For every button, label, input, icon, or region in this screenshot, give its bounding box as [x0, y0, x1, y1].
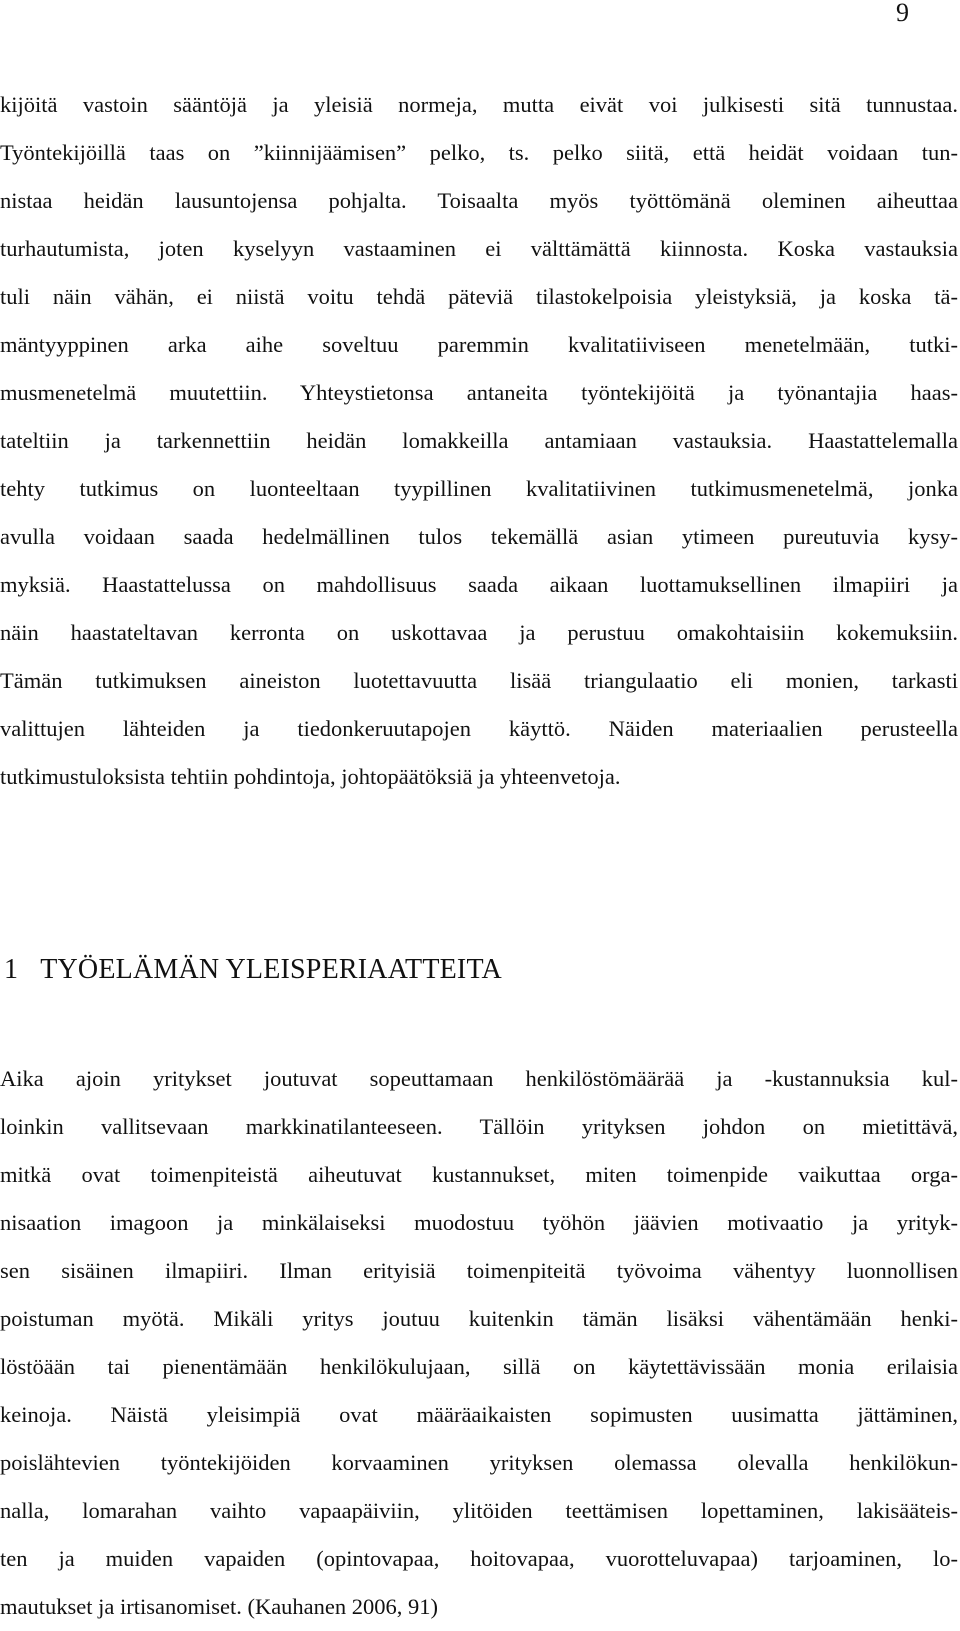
text-line: tutkimustuloksista tehtiin pohdintoja, johtopäätöksiä ja yhteenvetoja.: [0, 764, 621, 789]
page-number: 9: [896, 0, 909, 27]
section-number: 1: [4, 954, 19, 985]
text-line: nistaa heidän lausuntojensa pohjalta. Toisaalta myös työttömänä oleminen aiheuttaa: [0, 188, 958, 213]
text-line: tateltiin ja tarkennettiin heidän lomakkeilla antamiaan vastauksia. Haastattelemalla: [0, 428, 958, 453]
text-line: keinoja. Näistä yleisimpiä ovat määräaikaisten sopimusten uusimatta jättäminen,: [0, 1402, 958, 1427]
body-paragraph-1: [0, 81, 958, 801]
text-line: sen sisäinen ilmapiiri. Ilman erityisiä toimenpiteitä työvoima vähentyy luonnollisen: [0, 1258, 958, 1283]
text-line: kijöitä vastoin sääntöjä ja yleisiä normeja, mutta eivät voi julkisesti sitä tunnustaa.: [0, 92, 958, 117]
section-heading: [4, 950, 502, 990]
text-line: Aika ajoin yritykset joutuvat sopeuttamaan henkilöstömäärää ja -kustannuksia kul-: [0, 1066, 958, 1091]
text-line: myksiä. Haastattelussa on mahdollisuus saada aikaan luottamuksellinen ilmapiiri ja: [0, 572, 958, 597]
text-line: näin haastateltavan kerronta on uskottavaa ja perustuu omakohtaisiin kokemuksiin.: [0, 620, 958, 645]
text-line: loinkin vallitsevaan markkinatilanteeseen. Tällöin yrityksen johdon on mietittävä,: [0, 1114, 958, 1139]
text-line: ten ja muiden vapaiden (opintovapaa, hoitovapaa, vuorotteluvapaa) tarjoaminen, lo-: [0, 1546, 958, 1571]
text-line: poistuman myötä. Mikäli yritys joutuu kuitenkin tämän lisäksi vähentämään henki-: [0, 1306, 958, 1331]
text-line: mautukset ja irtisanomiset. (Kauhanen 2006, 91): [0, 1594, 439, 1619]
text-line: mäntyyppinen arka aihe soveltuu paremmin kvalitatiiviseen menetelmään, tutki-: [0, 332, 958, 357]
text-line: nisaation imagoon ja minkälaiseksi muodostuu työhön jäävien motivaatio ja yrityk-: [0, 1210, 958, 1235]
text-line: musmenetelmä muutettiin. Yhteystietonsa antaneita työntekijöitä ja työnantajia haas-: [0, 380, 958, 405]
section-title: TYÖELÄMÄN YLEISPERIAATTEITA: [40, 954, 502, 985]
text-line: poislähtevien työntekijöiden korvaaminen yrityksen olemassa olevalla henkilökun-: [0, 1450, 958, 1475]
text-line: tuli näin vähän, ei niistä voitu tehdä päteviä tilastokelpoisia yleistyksiä, ja koska tä-: [0, 284, 958, 309]
text-line: Työntekijöillä taas on ”kiinnijäämisen” pelko, ts. pelko siitä, että heidät voidaan tun-: [0, 140, 958, 165]
text-line: turhautumista, joten kyselyyn vastaaminen ei välttämättä kiinnosta. Koska vastauksia: [0, 236, 958, 261]
text-line: Tämän tutkimuksen aineiston luotettavuutta lisää triangulaatio eli monien, tarkasti: [0, 668, 958, 693]
text-line: mitkä ovat toimenpiteistä aiheutuvat kustannukset, miten toimenpide vaikuttaa orga-: [0, 1162, 958, 1187]
text-line: löstöään tai pienentämään henkilökulujaan, sillä on käytettävissään monia erilaisia: [0, 1354, 958, 1379]
text-line: tehty tutkimus on luonteeltaan tyypillinen kvalitatiivinen tutkimusmenetelmä, jonka: [0, 476, 958, 501]
body-paragraph-2: [0, 1055, 958, 1631]
text-line: valittujen lähteiden ja tiedonkeruutapojen käyttö. Näiden materiaalien perusteella: [0, 716, 958, 741]
text-line: nalla, lomarahan vaihto vapaapäiviin, ylitöiden teettämisen lopettaminen, lakisääteis-: [0, 1498, 958, 1523]
text-line: avulla voidaan saada hedelmällinen tulos tekemällä asian ytimeen pureutuvia kysy-: [0, 524, 958, 549]
